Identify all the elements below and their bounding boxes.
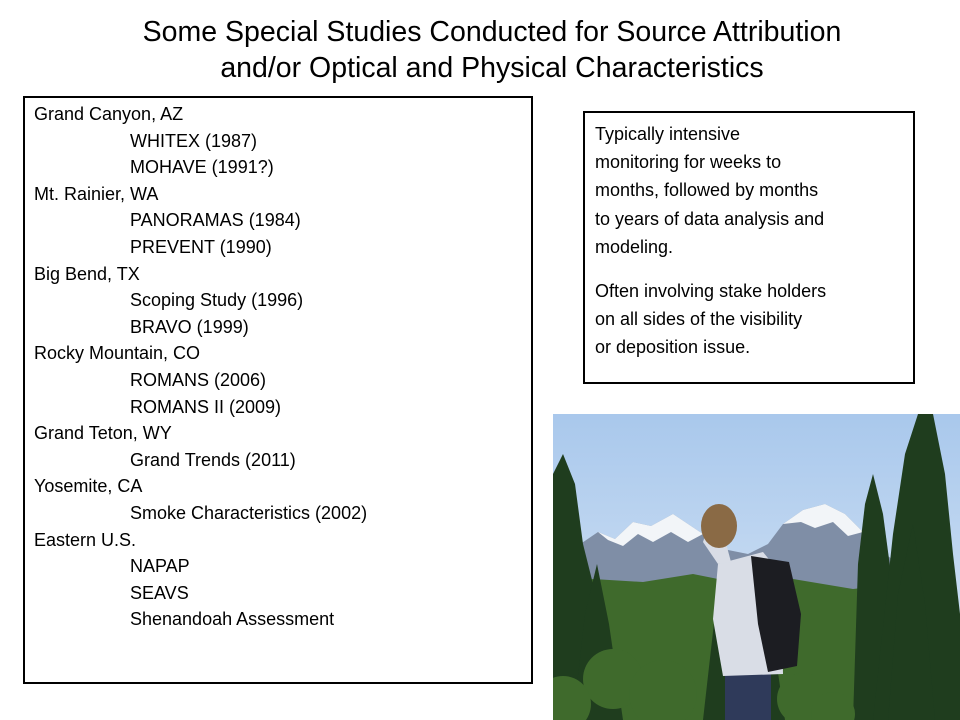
description-paragraph-2: Often involving stake holders on all sides of the visibility or deposition issue. bbox=[595, 281, 827, 358]
site-name: Mt. Rainier, WA bbox=[34, 183, 159, 204]
description-paragraph-1: Typically intensive monitoring for weeks to months, followed by months to years of data analysis and modeling. bbox=[595, 124, 825, 257]
hiker-photo bbox=[553, 414, 960, 720]
study-name: Smoke Characteristics (2002) bbox=[130, 502, 368, 523]
study-name: PREVENT (1990) bbox=[130, 236, 272, 257]
study-name: MOHAVE (1991?) bbox=[130, 157, 274, 178]
study-name: SEAVS bbox=[130, 582, 189, 603]
study-name: BRAVO (1999) bbox=[130, 316, 249, 337]
site-name: Grand Canyon, AZ bbox=[34, 104, 184, 124]
study-name: NAPAP bbox=[130, 556, 190, 577]
site-name: Rocky Mountain, CO bbox=[34, 343, 201, 364]
study-name: PANORAMAS (1984) bbox=[130, 210, 301, 231]
study-name: WHITEX (1987) bbox=[130, 130, 258, 151]
hiker-scene-illustration bbox=[553, 414, 960, 720]
study-name: ROMANS II (2009) bbox=[130, 396, 282, 417]
study-name: Shenandoah Assessment bbox=[130, 609, 335, 630]
special-studies-list bbox=[23, 96, 533, 684]
study-name: ROMANS (2006) bbox=[130, 369, 267, 390]
study-name: Grand Trends (2011) bbox=[130, 449, 296, 470]
study-name: Scoping Study (1996) bbox=[130, 290, 304, 311]
title-line-2: and/or Optical and Physical Characteristics bbox=[220, 52, 764, 84]
site-name: Yosemite, CA bbox=[34, 476, 143, 497]
title-line-1: Some Special Studies Conducted for Source Attribution bbox=[142, 16, 842, 48]
study-description-box bbox=[583, 111, 915, 384]
site-name: Eastern U.S. bbox=[34, 529, 137, 550]
slide-title bbox=[0, 14, 960, 86]
site-name: Big Bend, TX bbox=[34, 263, 140, 284]
site-name: Grand Teton, WY bbox=[34, 423, 172, 444]
